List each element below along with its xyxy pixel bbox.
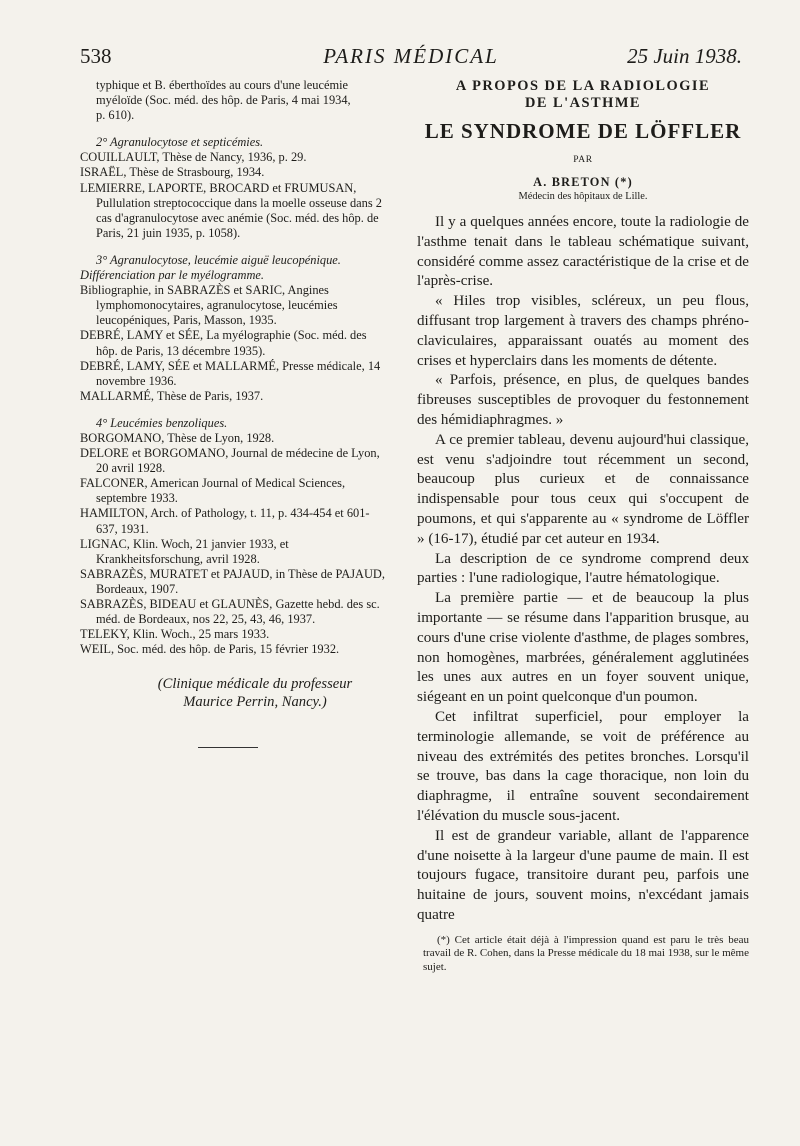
reference: TELEKY, Klin. Woch., 25 mars 1933. <box>80 627 270 642</box>
reference: BORGOMANO, Thèse de Lyon, 1928. <box>80 430 275 445</box>
end-rule <box>198 747 258 748</box>
section-heading: 2° Agranulocytose et septicémies. <box>96 135 264 150</box>
running-title: PARIS MÉDICAL <box>323 44 499 68</box>
body-paragraph: La description de ce syndrome comprend deux parties : l'une radiologique, l'autre hématologique. <box>417 550 749 587</box>
body-paragraph: A ce premier tableau, devenu aujourd'hui classique, est venu s'adjoindre tout récemment un second, beaucoup plus curieux et de connaissance indispensable pour tous ceux qui s'occupent de poumons, et qui s'apparente au « syndrome de Löffler » (16-17), étudié par cet auteur en 1934. <box>417 431 749 547</box>
reference: DEBRÉ, LAMY et SÉE, La myélographie (Soc. méd. des hôp. de Paris, 13 décembre 1935). <box>80 328 367 358</box>
reference: Bibliographie, in SABRAZÈS et SARIC, Angines lymphomonocytaires, agranulocytose, leucémies leucopéniques, Paris, Masson, 1935. <box>80 283 338 328</box>
body-paragraph: La première partie — et de beaucoup la plus importante — se résume dans l'apparition brusque, au cours d'une crise violente d'asthme, de plages sombres, non homogènes, marbrées, généralement agglutinées les unes aux autres en un foyer souvent unique, siégeant en un point quelconque d'un poumon. <box>417 590 749 706</box>
reference: ISRAËL, Thèse de Strasbourg, 1934. <box>80 165 265 180</box>
byline-par: PAR <box>573 155 593 165</box>
section-heading: 4° Leucémies benzoliques. <box>96 415 228 430</box>
body-paragraph: Il y a quelques années encore, toute la radiologie de l'asthme tenait dans le tableau schématique suivant, considéré comme assez caractéristique de la crise et de l'après-crise. <box>417 214 749 290</box>
clinic-signature <box>80 675 390 711</box>
reference: WEIL, Soc. méd. des hôp. de Paris, 15 février 1932. <box>80 642 340 657</box>
footnote-text: (*) Cet article était déjà à l'impression quand est paru le très beau travail de R. Cohen, dans la Presse médicale du 18 mai 1938, sur le même sujet. <box>423 933 749 973</box>
reference: COUILLAULT, Thèse de Nancy, 1936, p. 29. <box>80 150 307 165</box>
author-name: A. BRETON (*) <box>533 175 633 189</box>
signature-line: (Clinique médicale du professeur <box>157 676 353 693</box>
reference: HAMILTON, Arch. of Pathology, t. 11, p. 434-454 et 601-637, 1931. <box>80 506 370 536</box>
reference: DELORE et BORGOMANO, Journal de médecine de Lyon, 20 avril 1928. <box>80 446 380 476</box>
reference: MALLARMÉ, Thèse de Paris, 1937. <box>80 388 264 403</box>
body-paragraph: Cet infiltrat superficiel, pour employer la terminologie allemande, se voit de préférence au niveau des extrémités des petites bronches. Lorsqu'il se trouve, bas dans la cage thoracique, non loin du diaphragme, il entraîne souvent secondairement l'élévation du muscle sous-jacent. <box>417 708 749 824</box>
body-paragraph: « Parfois, présence, en plus, de quelques bandes fibreuses susceptibles de provoquer du festonnement des hémidiaphragmes. » <box>417 372 749 428</box>
page-header <box>80 44 742 74</box>
reference: FALCONER, American Journal of Medical Sciences, septembre 1933. <box>80 476 346 506</box>
article-subtitle: DE L'ASTHME <box>524 95 642 111</box>
issue-date: 25 Juin 1938. <box>627 44 742 68</box>
section-heading: 3° Agranulocytose, leucémie aiguë leucopénique. Différenciation par le myélogramme. <box>80 252 341 283</box>
page-number: 538 <box>80 44 112 68</box>
author-affiliation: Médecin des hôpitaux de Lille. <box>518 191 648 202</box>
body-paragraph: Il est de grandeur variable, allant de l'apparence d'une noisette à la largeur d'une paume de main. Il est toujours fugace, transitoire durant peu, parfois une huitaine de jours, souvent moins, n'excédant jamais quatre <box>417 827 749 923</box>
reference: LIGNAC, Klin. Woch, 21 janvier 1933, et Krankheitsforschung, avril 1928. <box>80 536 289 566</box>
article-title: LE SYNDROME DE LÖFFLER <box>424 119 742 143</box>
reference: SABRAZÈS, MURATET et PAJAUD, in Thèse de PAJAUD, Bordeaux, 1907. <box>80 566 385 596</box>
left-column <box>80 78 390 748</box>
footnote <box>417 934 749 974</box>
reference: DEBRÉ, LAMY, SÉE et MALLARMÉ, Presse médicale, 14 novembre 1936. <box>80 358 381 388</box>
reference: typhique et B. éberthoïdes au cours d'une leucémie <box>96 78 349 92</box>
article-body <box>417 213 749 926</box>
article-column <box>417 78 749 974</box>
reference: p. 610). <box>96 108 135 123</box>
body-paragraph: « Hiles trop visibles, scléreux, un peu flous, diffusant trop largement à travers des champs phréno-claviculaires, apparaissant ouatés au moment des crises et hyperclairs dans les moments de détente. <box>417 293 749 369</box>
reference: LEMIERRE, LAPORTE, BROCARD et FRUMUSAN, Pullulation streptococcique dans la moelle osseuse dans 2 cas d'agranulocytose avec anémie (Soc. méd. des hôp. de Paris, 21 juin 1935, p. 1058). <box>80 180 382 240</box>
article-subtitle: A PROPOS DE LA RADIOLOGIE <box>455 78 711 94</box>
reference: myéloïde (Soc. méd. des hôp. de Paris, 4 mai 1934, <box>96 93 351 108</box>
signature-line: Maurice Perrin, Nancy.) <box>183 694 327 711</box>
reference: SABRAZÈS, BIDEAU et GLAUNÈS, Gazette hebd. des sc. méd. de Bordeaux, nos 22, 25, 43, 46, 1937. <box>80 597 380 627</box>
